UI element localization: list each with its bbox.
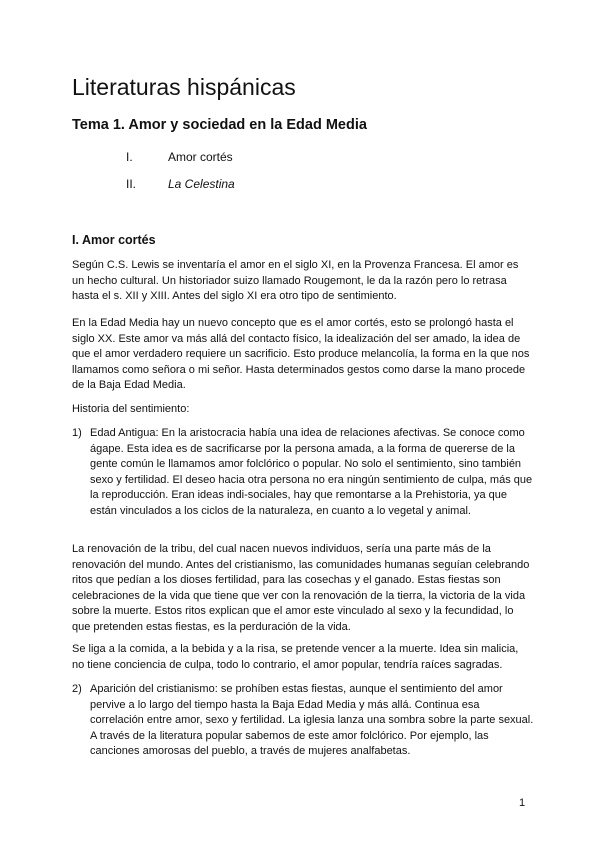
toc-item-label: La Celestina bbox=[168, 177, 235, 191]
toc-item-number: I. bbox=[126, 150, 133, 164]
list-item-text: Edad Antigua: En la aristocracia había una idea de relaciones afectivas. Se conoce como ágape. Esta idea es de sacrificarse por la persona amada, a la forma de quererse de la gente común le llamamos amor folclórico o popular. No solo el sentimiento, sino también sexo y fertilidad. El deseo hacia otra persona no era ningún sentimiento de culpa, más que la reproducción. Eran ideas indi-sociales, hay que remontarse a la Prehistoria, ya que están vinculados a los ciclos de la naturaleza, en cuanto a lo vegetal y animal. bbox=[90, 427, 533, 517]
toc-item bbox=[126, 150, 233, 164]
paragraph: Historia del sentimiento: bbox=[72, 403, 190, 415]
list-item bbox=[72, 682, 534, 760]
paragraph: Según C.S. Lewis se inventaría el amor en el siglo XI, en la Provenza Francesa. El amor es un hecho cultural. Un historiador suizo llamado Rougemont, le da la razón pero lo retrasa hasta el s. XII y XIII. Antes del siglo XI era otro tipo de sentimiento. bbox=[72, 259, 519, 303]
paragraph: Se liga a la comida, a la bebida y a la risa, se pretende vencer a la muerte. Idea sin malicia, no tiene conciencia de culpa, todo lo contrario, el amor popular, tendría raíces sagradas. bbox=[72, 643, 519, 671]
list-item-text: Aparición del cristianismo: se prohíben estas fiestas, aunque el sentimiento del amor pervive a lo largo del tiempo hasta la Baja Edad Media y más allá. Continua esa correlación entre amor, sexo y fertilidad. La iglesia lanza una sombra sobre la parte sexual. A través de la literatura popular sabemos de este amor folclórico. Por ejemplo, las canciones amorosas del pueblo, a través de mujeres analfabetas. bbox=[90, 683, 534, 758]
list-marker: 1) bbox=[72, 427, 82, 439]
list-marker: 2) bbox=[72, 683, 82, 695]
section-heading: I. Amor cortés bbox=[72, 233, 156, 247]
paragraph: En la Edad Media hay un nuevo concepto que es el amor cortés, esto se prolongó hasta el siglo XX. Este amor va más allá del contacto físico, la idealización del ser amado, la idea de que el amor verdadero requiere un sacrificio. Esto produce melancolía, la forma en la que nos llamamos como señora o mi señor. Hasta determinados gestos como darse la mano procede de la Baja Edad Media. bbox=[72, 317, 530, 392]
toc-item bbox=[126, 177, 235, 191]
toc-item-label: Amor cortés bbox=[168, 150, 233, 164]
topic-subtitle: Tema 1. Amor y sociedad en la Edad Media bbox=[72, 117, 367, 133]
page-number: 1 bbox=[519, 797, 526, 809]
document-title: Literaturas hispánicas bbox=[72, 74, 296, 100]
paragraph: La renovación de la tribu, del cual nacen nuevos individuos, sería una parte más de la renovación del mundo. Antes del cristianismo, las comunidades humanas seguían celebrando ritos que pedían a los dioses fertilidad, para las cosechas y el ganado. Estas fiestas son celebraciones de la vida que tiene que ver con la renovación de la tierra, la victoria de la vida sobre la muerte. Estos ritos explican que el amor este vinculado al sexo y la fecundidad, lo que pretenden estas fiestas, es la perduración de la vida. bbox=[72, 543, 530, 633]
toc-item-number: II. bbox=[126, 177, 137, 191]
list-item bbox=[72, 426, 534, 520]
